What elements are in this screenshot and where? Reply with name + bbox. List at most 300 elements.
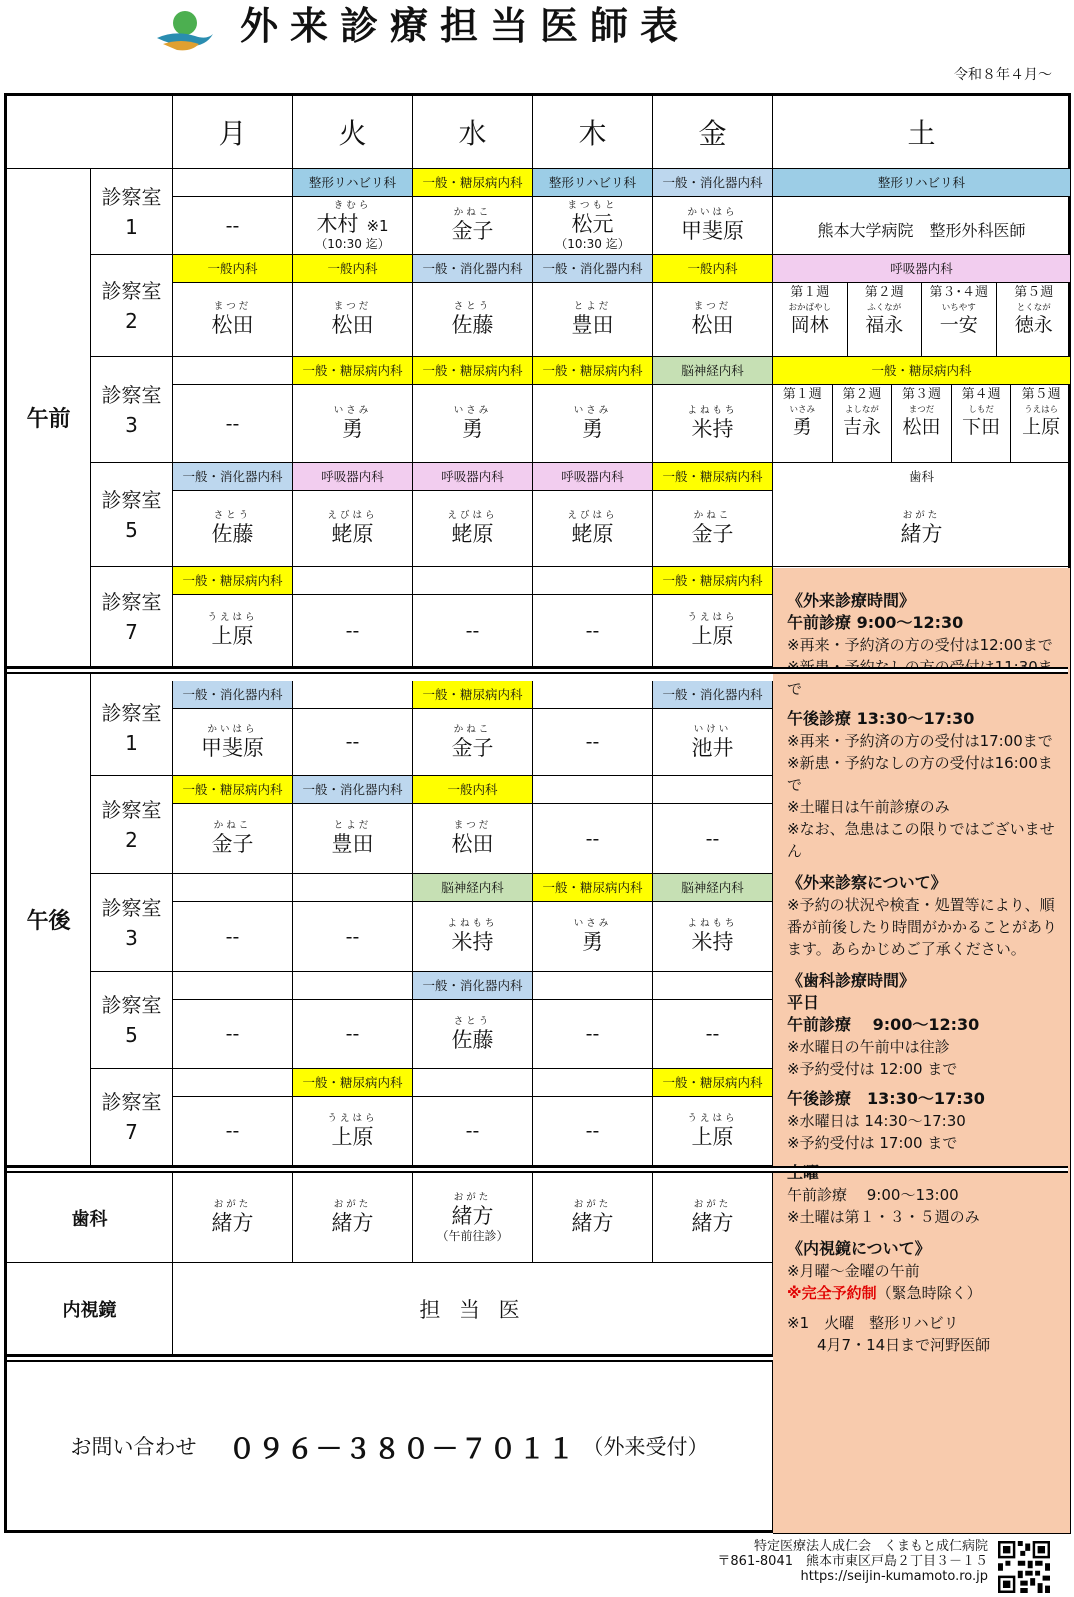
page-title: 外来診療担当医師表 bbox=[240, 4, 691, 48]
time-note: （10:30 迄） bbox=[555, 236, 630, 251]
doctor-name-row bbox=[692, 521, 734, 547]
department-label: 脳神経内科 bbox=[413, 874, 532, 902]
doctor-name: 甲斐原 bbox=[201, 735, 264, 760]
department-label: 一般・糖尿病内科 bbox=[293, 1069, 412, 1097]
doctor-info bbox=[533, 804, 652, 873]
doctor-furigana: かねこ bbox=[453, 723, 492, 735]
week-label: 第３週 bbox=[901, 387, 941, 402]
schedule-cell bbox=[293, 681, 413, 776]
doctor-name: 緒方 bbox=[691, 1211, 734, 1235]
doctor-name-row bbox=[212, 831, 254, 857]
schedule-cell bbox=[773, 463, 1071, 567]
doctor-name-row bbox=[817, 218, 1025, 244]
doctor-name: 米持 bbox=[691, 930, 734, 954]
department-label bbox=[293, 681, 412, 709]
doctor-info bbox=[293, 804, 412, 873]
schedule-cell bbox=[293, 255, 413, 357]
doctor-info bbox=[413, 385, 532, 462]
department-label: 一般・糖尿病内科 bbox=[173, 567, 292, 595]
doctor-info bbox=[653, 1000, 772, 1068]
phone-number[interactable]: ０９６－３８０－７０１１ bbox=[228, 1433, 577, 1465]
week-label: 第４週 bbox=[961, 387, 1001, 402]
doctor-name: 緒方 bbox=[331, 1211, 374, 1235]
room-label bbox=[91, 972, 173, 1069]
doctor-furigana: うえはら bbox=[687, 1112, 738, 1124]
room-label bbox=[91, 681, 173, 776]
room-label bbox=[91, 357, 173, 463]
footnote-mark: ※1 bbox=[366, 216, 389, 235]
doctor-info bbox=[173, 197, 292, 254]
room-label bbox=[91, 1069, 173, 1166]
room-label bbox=[91, 874, 173, 972]
day-header: 火 bbox=[293, 96, 413, 169]
day-header: 水 bbox=[413, 96, 533, 169]
doctor-name: 佐藤 bbox=[451, 313, 494, 337]
doctor-info bbox=[293, 197, 412, 254]
doctor-furigana: よねもち bbox=[687, 405, 738, 416]
doctor-furigana: まつだ bbox=[693, 301, 732, 312]
room-name: 診察室 bbox=[101, 895, 162, 920]
schedule-cell bbox=[533, 255, 653, 357]
week-slot bbox=[1011, 385, 1071, 462]
doctor-furigana: いさみ bbox=[333, 405, 372, 416]
endoscope-label: 内視鏡 bbox=[7, 1263, 173, 1355]
doctor-name-row bbox=[681, 218, 744, 244]
schedule-cell bbox=[413, 567, 533, 667]
week-label: 第３･４週 bbox=[929, 285, 988, 300]
department-label: 整形リハビリ科 bbox=[773, 169, 1070, 197]
doctor-name: 金子 bbox=[451, 219, 494, 243]
doctor-info bbox=[653, 595, 772, 666]
doctor-info bbox=[533, 385, 652, 462]
schedule-cell bbox=[293, 463, 413, 567]
empty-slot: -- bbox=[705, 1023, 720, 1045]
room-name: 診察室 bbox=[101, 382, 162, 407]
schedule-cell bbox=[533, 463, 653, 567]
spacer bbox=[787, 1304, 1058, 1312]
empty-slot: -- bbox=[225, 1023, 240, 1045]
emergency-note: （緊急時除く） bbox=[876, 1284, 982, 1302]
doctor-name-row bbox=[452, 521, 494, 547]
doctor-furigana: まつだ bbox=[213, 301, 252, 312]
doctor-furigana: よしなが bbox=[844, 405, 879, 415]
info-line: 4月7・14日まで河野医師 bbox=[817, 1336, 991, 1354]
doctor-furigana: うえはら bbox=[687, 612, 738, 623]
section-pm-label: 午後 bbox=[7, 674, 91, 1166]
info-line: 午前診療 9:00～13:00 bbox=[787, 1186, 959, 1204]
doctor-info bbox=[413, 804, 532, 873]
doctor-info bbox=[653, 804, 772, 873]
doctor-info bbox=[173, 804, 292, 873]
dental-cell bbox=[413, 1173, 533, 1263]
department-label: 一般・糖尿病内科 bbox=[293, 357, 412, 385]
contact-row bbox=[7, 1362, 773, 1530]
doctor-name-row bbox=[212, 312, 254, 338]
department-label: 呼吸器内科 bbox=[773, 255, 1070, 283]
day-header: 金 bbox=[653, 96, 773, 169]
doctor-name-row bbox=[452, 929, 494, 955]
info-line: ※予約受付は 12:00 まで bbox=[787, 1060, 958, 1078]
doctor-name: 緒方 bbox=[211, 1211, 254, 1235]
department-label: 一般・消化器内科 bbox=[413, 972, 532, 1000]
doctor-info bbox=[293, 385, 412, 462]
doctor-info bbox=[533, 283, 652, 356]
dental-cell bbox=[533, 1173, 653, 1263]
info-line: 《歯科診療時間》 bbox=[787, 971, 916, 990]
info-line: ※水曜日の午前中は往診 bbox=[787, 1038, 950, 1056]
doctor-name: 松田 bbox=[451, 832, 494, 856]
doctor-info bbox=[173, 1173, 292, 1262]
schedule-cell bbox=[653, 169, 773, 255]
schedule-cell bbox=[653, 567, 773, 667]
doctor-info bbox=[413, 197, 532, 254]
department-label: 呼吸器内科 bbox=[413, 463, 532, 491]
doctor-furigana: かねこ bbox=[693, 510, 732, 521]
effective-date: 令和８年４月～ bbox=[954, 67, 1052, 83]
doctor-furigana: おがた bbox=[693, 1199, 732, 1210]
doctor-name-row bbox=[572, 521, 614, 547]
info-line: 午前診療 9:00～12:30 bbox=[787, 613, 964, 632]
doctor-info bbox=[533, 1173, 652, 1262]
room-number: 2 bbox=[125, 308, 138, 333]
week-slot bbox=[892, 385, 952, 462]
department-label: 一般・消化器内科 bbox=[413, 255, 532, 283]
doctor-name-row bbox=[332, 312, 374, 338]
schedule-cell bbox=[293, 567, 413, 667]
department-label: 一般・消化器内科 bbox=[653, 681, 772, 709]
doctor-info bbox=[293, 902, 412, 971]
doctor-name-row bbox=[572, 312, 614, 338]
doctor-name-row bbox=[692, 1124, 734, 1150]
doctor-name: 佐藤 bbox=[211, 522, 254, 546]
doctor-furigana: おがた bbox=[573, 1199, 612, 1210]
doctor-name: 勇 bbox=[462, 417, 483, 441]
doctor-name: 佐藤 bbox=[451, 1027, 494, 1052]
schedule-cell bbox=[653, 463, 773, 567]
doctor-info bbox=[293, 1173, 412, 1262]
section-divider bbox=[7, 1355, 773, 1362]
website-url[interactable]: https://seijin-kumamoto.ro.jp bbox=[800, 1569, 988, 1584]
department-label: 一般・糖尿病内科 bbox=[653, 1069, 772, 1097]
time-note: （10:30 迄） bbox=[315, 236, 390, 251]
doctor-furigana: とよだ bbox=[333, 820, 372, 831]
doctor-furigana: とくなが bbox=[1016, 303, 1051, 313]
schedule-cell bbox=[653, 255, 773, 357]
doctor-name-row bbox=[692, 623, 734, 649]
week-label: 第２週 bbox=[842, 387, 882, 402]
department-label: 一般・糖尿病内科 bbox=[533, 874, 652, 902]
week-label: 第５週 bbox=[1014, 285, 1054, 300]
room-name: 診察室 bbox=[101, 797, 162, 822]
schedule-cell bbox=[533, 776, 653, 874]
doctor-furigana: いさみ bbox=[453, 405, 492, 416]
info-line: で bbox=[787, 680, 803, 698]
section-am-label: 午前 bbox=[7, 169, 91, 667]
day-header: 木 bbox=[533, 96, 653, 169]
room-label bbox=[91, 255, 173, 357]
doctor-furigana: うえはら bbox=[327, 1112, 378, 1124]
schedule-cell bbox=[653, 1069, 773, 1166]
doctor-name-row bbox=[332, 831, 374, 857]
schedule-cell bbox=[533, 567, 653, 667]
schedule-cell bbox=[533, 972, 653, 1069]
room-name: 診察室 bbox=[101, 701, 162, 725]
schedule-cell bbox=[413, 357, 533, 463]
doctor-furigana: うえはら bbox=[207, 612, 258, 623]
doctor-furigana: おがた bbox=[453, 1191, 492, 1203]
schedule-cell bbox=[653, 874, 773, 972]
header bbox=[0, 0, 1074, 90]
schedule-cell bbox=[293, 357, 413, 463]
info-line: ※新患・予約なしの方の受付は16:00まで bbox=[787, 754, 1053, 794]
doctor-name: 金子 bbox=[451, 735, 494, 760]
department-label bbox=[533, 567, 652, 595]
doctor-name: 豊田 bbox=[331, 832, 374, 856]
info-line: 午前診療 9:00～12:30 bbox=[787, 1015, 980, 1034]
doctor-name-row bbox=[572, 211, 614, 237]
doctor-name: 勇 bbox=[342, 417, 363, 441]
doctor-name-row bbox=[212, 521, 254, 547]
department-label bbox=[173, 972, 292, 1000]
department-label: 呼吸器内科 bbox=[533, 463, 652, 491]
doctor-name-row bbox=[692, 735, 734, 761]
schedule-cell bbox=[293, 874, 413, 972]
department-label: 一般・糖尿病内科 bbox=[533, 357, 652, 385]
empty-slot: -- bbox=[585, 827, 600, 850]
day-header: 土 bbox=[773, 96, 1071, 169]
department-label: 一般内科 bbox=[413, 776, 532, 804]
empty-slot: -- bbox=[345, 619, 360, 642]
doctor-name-row bbox=[332, 1124, 374, 1150]
department-label: 一般・糖尿病内科 bbox=[413, 169, 532, 197]
department-label bbox=[413, 567, 532, 595]
room-number: 7 bbox=[125, 1120, 138, 1144]
doctor-name: 上原 bbox=[331, 1124, 374, 1149]
room-name: 診察室 bbox=[101, 1090, 162, 1114]
department-label bbox=[293, 567, 412, 595]
dental-cell bbox=[173, 1173, 293, 1263]
schedule-cell bbox=[173, 357, 293, 463]
doctor-name-row bbox=[582, 416, 603, 442]
department-label: 歯科 bbox=[908, 469, 934, 484]
schedule-cell bbox=[173, 169, 293, 255]
room-name: 診察室 bbox=[101, 487, 162, 512]
doctor-furigana: うえはら bbox=[1024, 405, 1059, 415]
doctor-info bbox=[173, 283, 292, 356]
doctor-name: 上原 bbox=[1022, 416, 1061, 438]
schedule-cell bbox=[653, 357, 773, 463]
doctor-info bbox=[773, 491, 1070, 566]
room-label bbox=[91, 776, 173, 874]
doctor-info bbox=[653, 709, 772, 775]
doctor-furigana: とよだ bbox=[573, 301, 612, 312]
info-line: ※再来・予約済の方の受付は12:00まで bbox=[787, 636, 1053, 654]
doctor-name-row bbox=[692, 929, 734, 955]
contact-label: お問い合わせ bbox=[70, 1435, 197, 1459]
room-number: 3 bbox=[125, 925, 138, 950]
doctor-name: 勇 bbox=[792, 416, 812, 438]
empty-slot: -- bbox=[585, 1023, 600, 1045]
doctor-furigana: まつだ bbox=[908, 405, 935, 415]
department-label: 一般・消化器内科 bbox=[173, 681, 292, 709]
week-label: 第１週 bbox=[782, 387, 822, 402]
doctor-name-row bbox=[901, 521, 943, 547]
schedule-cell bbox=[173, 567, 293, 667]
schedule-cell bbox=[173, 463, 293, 567]
schedule-cell bbox=[173, 874, 293, 972]
info-line: 午後診療 13:30～17:30 bbox=[787, 709, 975, 728]
week-label: 第５週 bbox=[1021, 387, 1061, 402]
schedule-cell bbox=[413, 1069, 533, 1166]
section-divider bbox=[7, 1166, 1068, 1173]
doctor-name: 松田 bbox=[331, 313, 374, 337]
schedule-cell bbox=[533, 357, 653, 463]
doctor-name: 熊本大学病院 整形外科医師 bbox=[817, 221, 1026, 240]
doctor-name: 上原 bbox=[691, 624, 734, 648]
doctor-name-row bbox=[452, 735, 494, 761]
doctor-info bbox=[413, 283, 532, 356]
endoscope-value: 担 当 医 bbox=[173, 1263, 773, 1355]
week-slot bbox=[922, 283, 997, 356]
department-label bbox=[293, 874, 412, 902]
department-label bbox=[533, 1069, 652, 1097]
spacer bbox=[787, 1154, 1058, 1162]
empty-slot: -- bbox=[345, 925, 360, 948]
footer bbox=[0, 1535, 1074, 1597]
department-label bbox=[413, 1069, 532, 1097]
day-header: 月 bbox=[173, 96, 293, 169]
schedule-cell bbox=[293, 1069, 413, 1166]
department-label: 一般内科 bbox=[653, 255, 772, 283]
doctor-name-row bbox=[212, 623, 254, 649]
department-label bbox=[173, 1069, 292, 1097]
empty-slot: -- bbox=[225, 1120, 240, 1142]
info-line: 《外来診察について》 bbox=[787, 873, 947, 892]
doctor-info bbox=[653, 902, 772, 971]
info-line: 午後診療 13:30～17:30 bbox=[787, 1089, 985, 1108]
doctor-info bbox=[653, 197, 772, 254]
schedule-cell bbox=[173, 1069, 293, 1166]
department-label: 一般・糖尿病内科 bbox=[413, 681, 532, 709]
schedule-cell bbox=[413, 169, 533, 255]
room-number: 5 bbox=[125, 517, 138, 542]
doctor-name-row bbox=[316, 211, 388, 237]
department-label: 呼吸器内科 bbox=[293, 463, 412, 491]
doctor-info bbox=[413, 1173, 532, 1262]
doctor-name: 松田 bbox=[691, 313, 734, 337]
week-label: 第１週 bbox=[790, 285, 830, 300]
doctor-info bbox=[293, 1097, 412, 1165]
spacer bbox=[787, 1080, 1058, 1088]
doctor-info bbox=[173, 902, 292, 971]
doctor-furigana: おかばやし bbox=[788, 303, 831, 313]
doctor-info bbox=[293, 595, 412, 666]
org-name: 特定医療法人成仁会 くまもと成仁病院 bbox=[753, 1539, 988, 1554]
doctor-name-row bbox=[692, 416, 734, 442]
department-label bbox=[533, 972, 652, 1000]
doctor-info bbox=[533, 197, 652, 254]
doctor-name-row bbox=[452, 1027, 494, 1053]
room-number: 7 bbox=[125, 619, 138, 644]
doctor-name: 緒方 bbox=[451, 1203, 494, 1228]
doctor-name: 豊田 bbox=[571, 313, 614, 337]
department-label: 整形リハビリ科 bbox=[293, 169, 412, 197]
doctor-name: 松田 bbox=[211, 313, 254, 337]
room-number: 3 bbox=[125, 412, 138, 437]
schedule-cell bbox=[293, 776, 413, 874]
endoscope-note bbox=[787, 1282, 1058, 1304]
doctor-name: 勇 bbox=[582, 417, 603, 441]
schedule-cell bbox=[533, 169, 653, 255]
schedule-cell bbox=[293, 972, 413, 1069]
info-line: ※土曜は第１・３・５週のみ bbox=[787, 1208, 980, 1226]
doctor-furigana: いさみ bbox=[573, 918, 612, 929]
doctor-info bbox=[413, 491, 532, 566]
doctor-name: 松元 bbox=[571, 211, 614, 236]
department-label bbox=[533, 776, 652, 804]
doctor-name: 上原 bbox=[211, 624, 254, 648]
doctor-name: 福永 bbox=[865, 314, 904, 336]
dental-cell bbox=[293, 1173, 413, 1263]
doctor-name: 池井 bbox=[691, 735, 734, 760]
empty-slot: -- bbox=[345, 1023, 360, 1045]
info-line: ※1 火曜 整形リハビリ bbox=[787, 1314, 959, 1332]
doctor-info bbox=[533, 1000, 652, 1068]
doctor-furigana: まつもと bbox=[567, 199, 618, 211]
department-label bbox=[173, 169, 292, 197]
doctor-furigana: さとう bbox=[213, 510, 252, 521]
doctor-info bbox=[653, 283, 772, 356]
doctor-furigana: かねこ bbox=[213, 820, 252, 831]
schedule-cell bbox=[413, 255, 533, 357]
doctor-name: 米持 bbox=[451, 930, 494, 954]
doctor-info bbox=[533, 709, 652, 775]
department-label: 脳神経内科 bbox=[653, 874, 772, 902]
doctor-info bbox=[533, 902, 652, 971]
doctor-name-row bbox=[452, 831, 494, 857]
week-slot bbox=[952, 385, 1012, 462]
doctor-furigana: いけい bbox=[693, 723, 732, 735]
department-label: 一般・糖尿病内科 bbox=[653, 463, 772, 491]
department-label bbox=[173, 357, 292, 385]
info-line: 平日 bbox=[787, 993, 820, 1012]
section-divider bbox=[7, 667, 1068, 674]
week-slot bbox=[773, 385, 833, 462]
schedule-cell bbox=[173, 255, 293, 357]
department-label bbox=[653, 776, 772, 804]
doctor-info bbox=[773, 197, 1070, 254]
doctor-info bbox=[173, 491, 292, 566]
empty-slot: -- bbox=[345, 731, 360, 753]
room-label bbox=[91, 463, 173, 567]
schedule-cell bbox=[173, 681, 293, 776]
department-label: 一般内科 bbox=[173, 255, 292, 283]
qr-code-icon[interactable] bbox=[998, 1541, 1050, 1593]
week-slot bbox=[833, 385, 893, 462]
doctor-info bbox=[173, 385, 292, 462]
department-label: 一般・糖尿病内科 bbox=[173, 776, 292, 804]
doctor-info bbox=[413, 902, 532, 971]
empty-slot: -- bbox=[585, 1120, 600, 1142]
doctor-name: 緒方 bbox=[571, 1211, 614, 1235]
department-label: 一般・糖尿病内科 bbox=[653, 567, 772, 595]
department-label: 一般・消化器内科 bbox=[533, 255, 652, 283]
info-line: ※予約の状況や検査・処置等により、順番が前後したり時間がかかることがあります。あらかじめご了承ください。 bbox=[787, 896, 1058, 958]
doctor-name-row bbox=[452, 218, 494, 244]
hospital-logo-icon bbox=[155, 8, 215, 53]
doctor-info bbox=[293, 283, 412, 356]
empty-slot: -- bbox=[705, 827, 720, 850]
